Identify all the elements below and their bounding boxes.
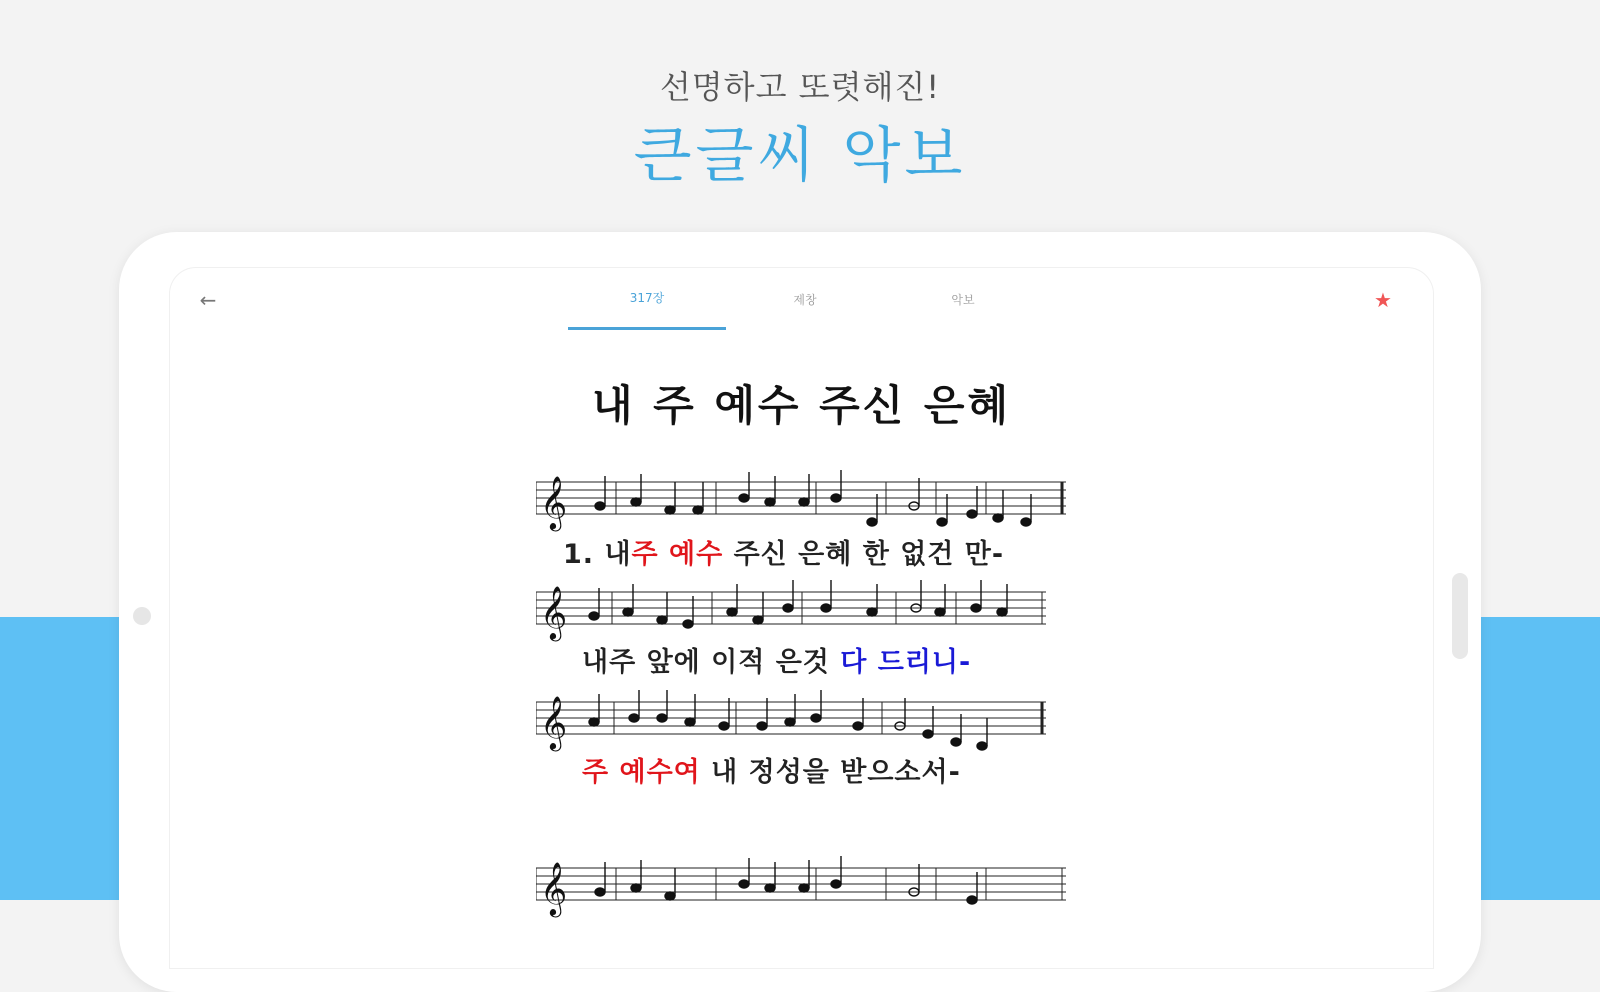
lyric-segment: 1. 내 bbox=[563, 539, 632, 570]
app-bar bbox=[170, 268, 1433, 332]
hymn-title: 내 주 예수 주신 은혜 bbox=[591, 381, 1012, 430]
tab-unison[interactable]: 제창 bbox=[793, 292, 817, 307]
lyric-segment: 주신 은혜 한 없건 만- bbox=[723, 539, 1005, 570]
lyric-segment-highlight: 주 예수여 bbox=[582, 757, 701, 788]
tab-bar bbox=[568, 268, 1042, 332]
lyric-line-1 bbox=[563, 532, 1004, 571]
svg-text:𝄞: 𝄞 bbox=[540, 695, 568, 749]
music-staff-2 bbox=[536, 578, 1046, 648]
tablet-camera bbox=[133, 607, 151, 625]
star-icon: ★ bbox=[1374, 288, 1392, 312]
back-button[interactable] bbox=[194, 286, 222, 314]
svg-text:𝄞: 𝄞 bbox=[540, 861, 568, 915]
app-screen bbox=[170, 268, 1433, 968]
promo-title: 큰글씨 악보 bbox=[633, 121, 967, 191]
music-staff-4 bbox=[536, 854, 1066, 924]
lyric-segment: - bbox=[959, 647, 972, 678]
lyric-line-2 bbox=[582, 640, 971, 679]
scrollbar-thumb[interactable] bbox=[1452, 573, 1468, 659]
lyric-segment-highlight: 다 드리니 bbox=[840, 647, 959, 678]
tab-sheet-music[interactable]: 악보 bbox=[951, 292, 975, 307]
promo-subtitle: 선명하고 또렷해진! bbox=[659, 68, 941, 106]
lyric-segment-highlight: 주 예수 bbox=[631, 539, 724, 570]
svg-text:𝄞: 𝄞 bbox=[540, 585, 568, 639]
svg-text:𝄞: 𝄞 bbox=[540, 475, 568, 529]
music-staff-1 bbox=[536, 468, 1066, 538]
lyric-line-3 bbox=[582, 750, 961, 789]
tab-hymn-number[interactable]: 317장 bbox=[568, 268, 726, 330]
arrow-left-icon: ← bbox=[199, 288, 217, 312]
lyric-segment: 내주 앞에 이적 은것 bbox=[582, 647, 841, 678]
music-staff-3 bbox=[536, 688, 1046, 758]
favorite-button[interactable] bbox=[1369, 286, 1397, 314]
lyric-segment: 내 정성을 받으소서- bbox=[700, 757, 961, 788]
